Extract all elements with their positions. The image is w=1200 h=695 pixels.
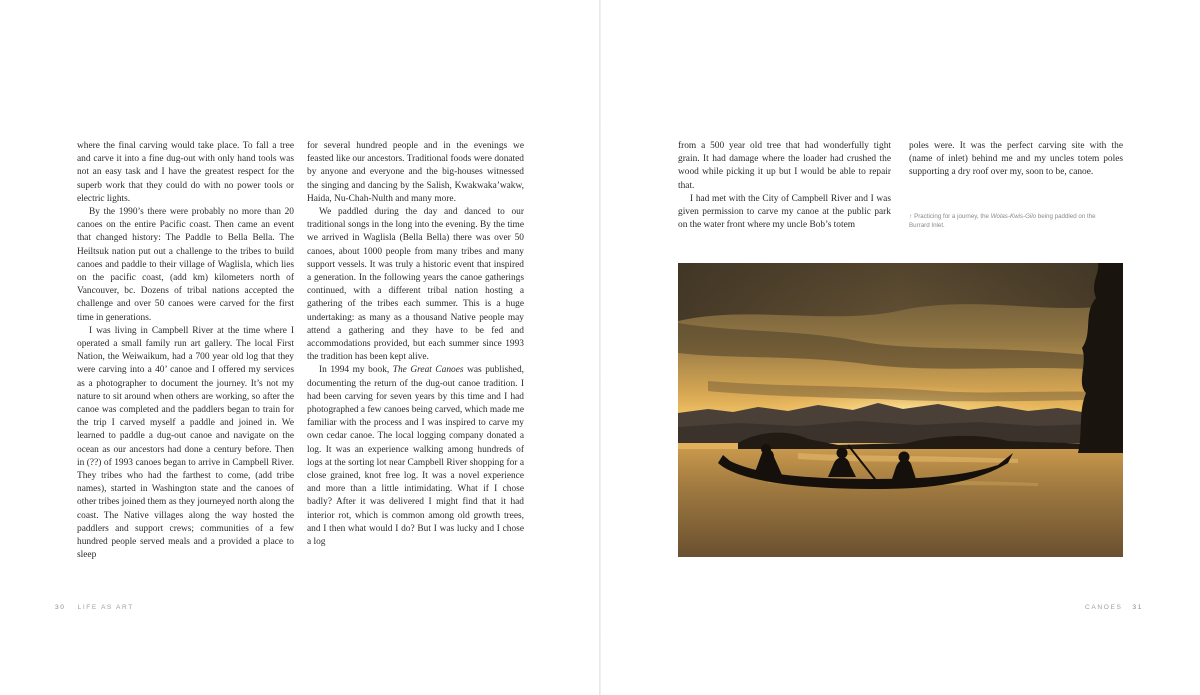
paragraph-text: In 1994 my book,	[319, 365, 393, 376]
right-page	[601, 0, 1200, 695]
right-page-footer	[1085, 604, 1143, 611]
text-column-2	[307, 140, 524, 549]
book-title: The Great Canoes	[392, 365, 464, 376]
canoe-sunset-photo	[678, 263, 1123, 557]
paragraph: poles were. It was the perfect carving site with the (name of inlet) behind me and my uncles totem poles supporting a dry roof over my, soon to be, canoe.	[909, 141, 1123, 178]
page-number: 31	[1132, 604, 1143, 611]
running-title: CANOES	[1085, 604, 1123, 611]
paragraph: where the final carving would take place. To fall a tree and carve it into a fine dug-out with only hand tools was not an easy task and I have the greatest respect for the superb work that they could do with no power tools or electric lights.	[77, 141, 294, 204]
caption-text: Practicing for a journey, the	[914, 213, 991, 220]
running-title: LIFE AS ART	[77, 604, 134, 611]
canoe-name: Wolas-Kwis-Gilo	[990, 213, 1037, 220]
paragraph: I was living in Campbell River at the time where I operated a small family run art gallery. The local First Nation, the Weiwaikum, had a 700 year old log that they were carving into a 40’ canoe and I offered my services as a photographer to document the journey. It’s not my nature to sit around when others are working, so after the canoe was completed and the paddlers began to train for the trip I carved myself a paddle and joined in. We learned to paddle a dug-out canoe and navigate on the ocean as our ancestors had done a century before. Then in (??) of 1993 canoes began to arrive in Campbell River. They tribes who had the farthest to come, (add tribe names), started in Washington state and the canoes of other tribes joined them as they journeyed north along the coast. The Native villages along the way hosted the paddlers and support crews; communities of a few hundred people served meals and a provided a place to sleep	[77, 325, 294, 561]
text-column-1	[77, 140, 294, 563]
paragraph-text: was published, documenting the return of the dug-out canoe tradition. I had been carving for seven years by this time and I had photographed a few canoes being carved, which made me familiar with the process and I was inspired to carve my own cedar canoe. The local logging company donated a log. It was an experience walking among hundreds of logs at the sorting lot near Campbell River shopping for a close grained, knot free log. It was a novel experience and more than a little intimidating. What if I chose badly? After it was delivered I might find that it had interior rot, which is common among old growth trees, and I then what would I do? But I was lucky and I chose a log	[307, 365, 524, 548]
paragraph: I had met with the City of Campbell River and I was given permission to carve my canoe at the public park on the water front where my uncle Bob’s totem	[678, 193, 891, 231]
left-page	[0, 0, 599, 695]
paragraph	[307, 364, 524, 549]
left-page-footer	[55, 604, 134, 611]
text-column-3	[678, 140, 891, 232]
caption-text: being paddled on the Burrard Inlet.	[909, 213, 1096, 229]
photo-caption	[909, 212, 1109, 230]
text-column-4	[909, 140, 1123, 180]
paragraph: from a 500 year old tree that had wonderfully tight grain. It had damage where the loader had crushed the wood while picking it up but I would be able to repair that.	[678, 141, 891, 191]
paragraph: for several hundred people and in the evenings we feasted like our ancestors. Traditional foods were donated by anyone and everyone and the big-houses witnessed the singing and dancing by the Salish, Kwakwaka’wakw, Haida, Nu-Chah-Nulth and many more.	[307, 141, 524, 204]
page-number: 30	[55, 604, 66, 611]
paragraph: By the 1990’s there were probably no more than 20 canoes on the entire Pacific coast. Then came an event that changed history: The Paddle to Bella Bella. The Heiltsuk nation put out a challenge to the tribes to build canoes and paddle to their village of Waglisla, which lies on the pacific coast, (add km) kilometers north of Vancouver, bc. Dozens of tribal nations accepted the challenge and over 50 canoes were carved for the first time in generations.	[77, 207, 294, 323]
photo-illustration	[678, 263, 1123, 557]
paragraph: We paddled during the day and danced to our traditional songs in the long into the evening. By the time we arrived in Waglisla (Bella Bella) there was over 50 canoes, about 1000 people from many tribes and many support vessels. It was truly a historic event that inspired a generation. In the following years the canoe gatherings continued, with a different tribal nation hosting a gathering of the tribes each summer. This is a huge undertaking: as many as a thousand Native people may attend a gathering and they have to be fed and accommodations provided, but each summer since 1993 the tradition has been kept alive.	[307, 207, 524, 363]
arrow-up-icon: ↑	[909, 213, 913, 220]
